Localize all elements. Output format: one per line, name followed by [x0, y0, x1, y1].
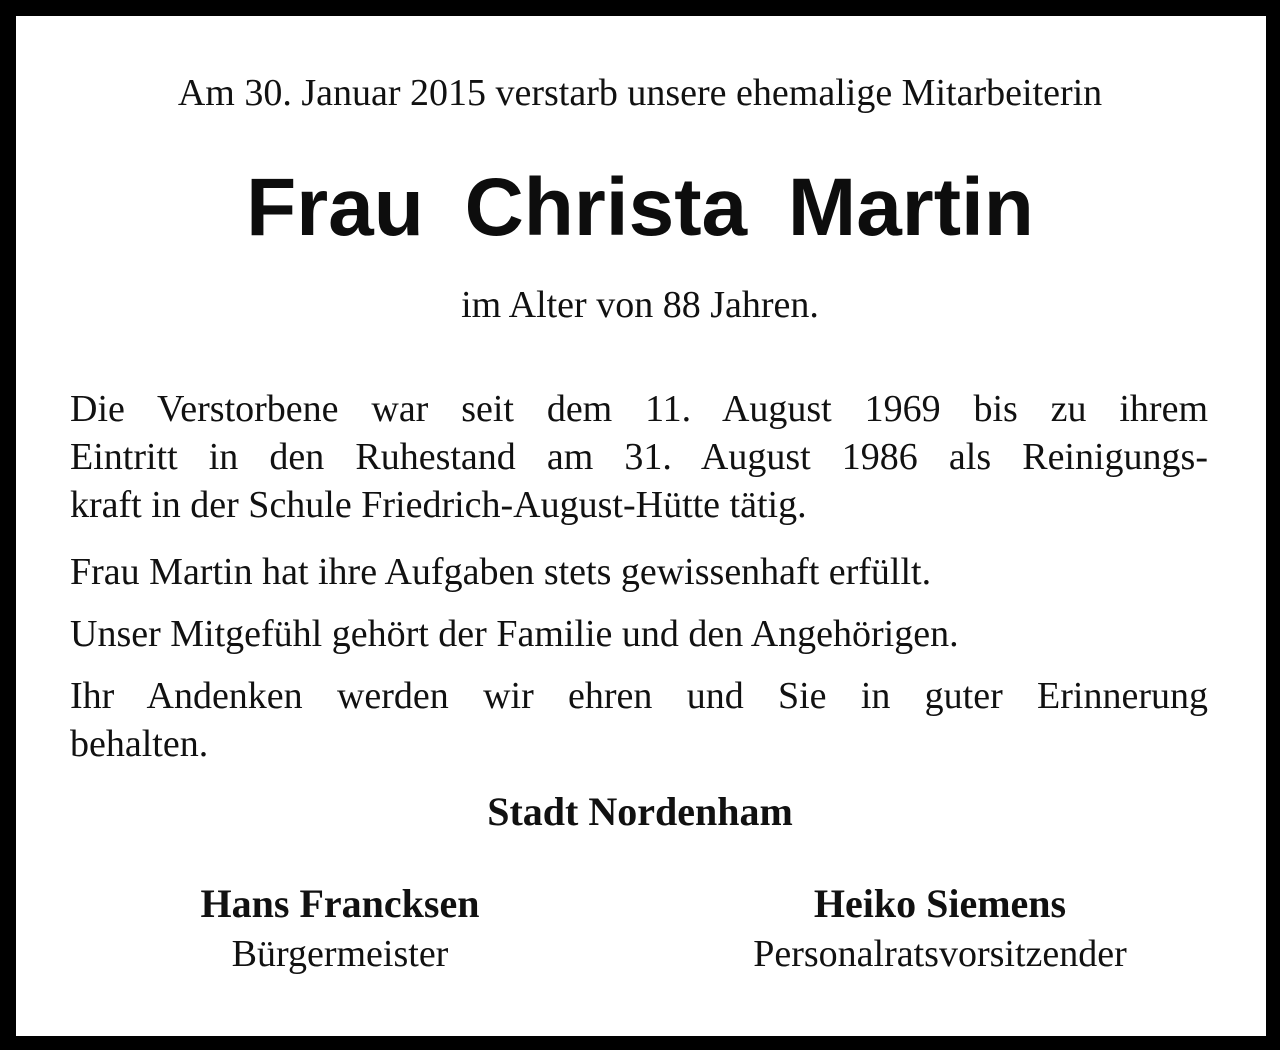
signatory-left: [140, 880, 540, 980]
age-line: im Alter von 88 Jahren.: [461, 284, 819, 326]
paragraph-line: Die Verstorbene war seit dem 11. August 1969 bis zu ihrem: [70, 388, 1208, 430]
paragraph-line: behalten.: [70, 723, 209, 765]
paragraph-line: kraft in der Schule Friedrich-August-Hütte tätig.: [70, 484, 807, 526]
signatory-name: Hans Francksen: [200, 881, 480, 926]
signatory-right: [690, 880, 1190, 980]
signatory-name: Heiko Siemens: [813, 881, 1067, 926]
paragraph-line: Unser Mitgefühl gehört der Familie und den Angehörigen.: [70, 613, 959, 655]
paragraph-condolence: [70, 610, 1208, 658]
signatory-role: Bürgermeister: [231, 933, 449, 975]
signatory-role: Personalratsvorsitzender: [753, 933, 1127, 975]
intro-line: Am 30. Januar 2015 verstarb unsere ehemalige Mitarbeiterin: [177, 72, 1103, 114]
paragraph-line: Ihr Andenken werden wir ehren und Sie in guter Erinnerung: [70, 675, 1208, 717]
paragraph-line: Frau Martin hat ihre Aufgaben stets gewissenhaft erfüllt.: [70, 551, 932, 593]
paragraph-remembrance: [70, 672, 1208, 768]
organization-name: Stadt Nordenham: [487, 789, 793, 834]
paragraph-line: Eintritt in den Ruhestand am 31. August 1986 als Reinigungs-: [70, 436, 1208, 478]
paragraph-duties: [70, 548, 1208, 596]
deceased-name: Frau Christa Martin: [246, 162, 1034, 253]
paragraph-employment: [70, 385, 1208, 529]
